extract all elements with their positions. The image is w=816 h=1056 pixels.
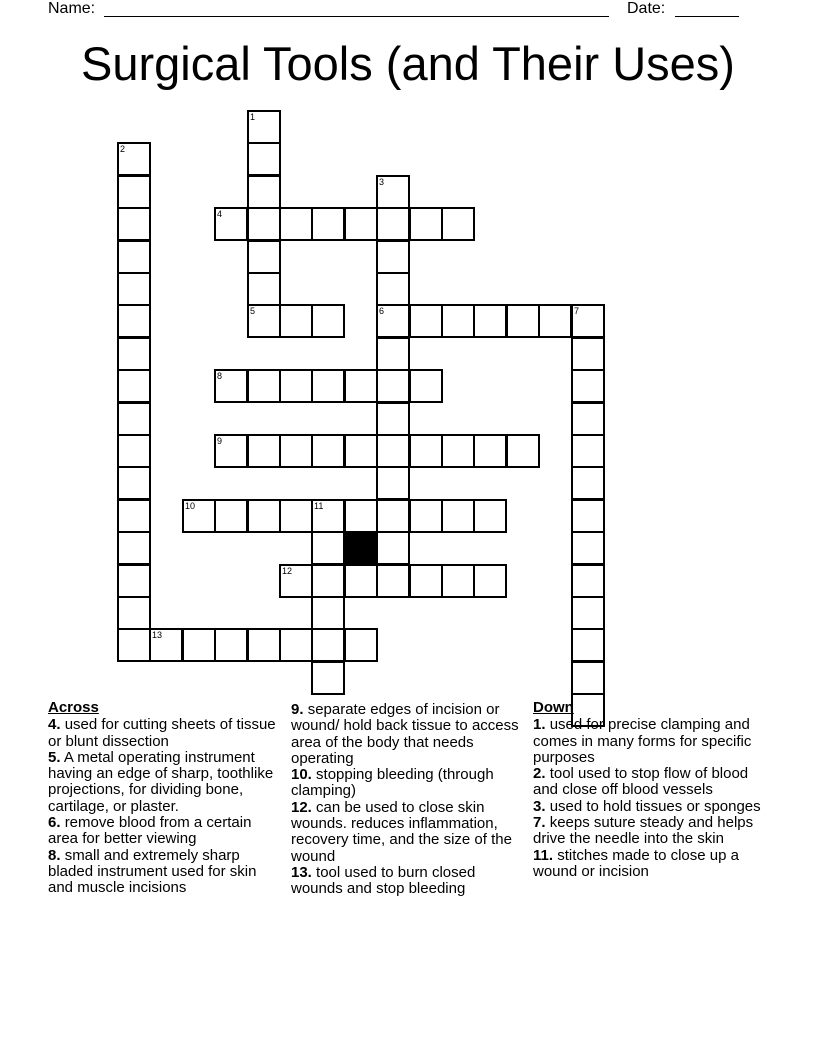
clue-down-3: 3. used to hold tissues or sponges [533,797,761,815]
grid-cell[interactable] [409,369,443,403]
grid-cell[interactable] [247,207,281,241]
grid-cell[interactable] [311,531,345,565]
grid-cell[interactable] [376,564,410,598]
page-title: Surgical Tools (and Their Uses) [81,37,735,90]
grid-cell[interactable] [182,628,216,662]
grid-cell[interactable] [409,304,443,338]
grid-cell[interactable] [279,628,313,662]
clue-down-7: 7. keeps suture steady and helps drive the needle into the skin [533,814,754,848]
name-label: Name: [48,0,96,17]
grid-cell[interactable] [279,207,313,241]
grid-cell[interactable] [279,304,313,338]
grid-cell[interactable] [117,564,151,598]
clue-number-label: 13 [152,630,163,640]
grid-cell[interactable] [409,499,443,533]
grid-cell[interactable] [279,369,313,403]
grid-cell[interactable] [182,499,216,533]
grid-cell[interactable] [214,499,248,533]
grid-cell[interactable] [247,434,281,468]
grid-cell[interactable] [311,499,345,533]
grid-cell[interactable] [376,499,410,533]
clue-number-label: 11 [314,501,324,511]
clue-number-label: 9 [217,436,223,446]
clue-down-2: 2. tool used to stop flow of blood and close off blood vessels [533,765,749,799]
clue-across-12: 12. can be used to close skin wounds. reduces inflammation, recovery time, and the size of the wound [291,798,512,865]
grid-cell[interactable] [376,531,410,565]
clue-number-label: 5 [250,306,256,316]
grid-cell[interactable] [376,434,410,468]
clue-number-label: 1 [250,112,256,122]
grid-cell[interactable] [571,466,605,500]
across-heading: Across [48,699,99,716]
clue-number-label: 8 [217,371,223,381]
grid-cell[interactable] [344,434,378,468]
down-heading: Down [533,699,574,716]
grid-cell[interactable] [311,661,345,695]
clue-across-9: 9. separate edges of incision or wound/ hold back tissue to access area of the body that needs operating [291,701,519,767]
grid-cell[interactable] [344,207,378,241]
grid-cell[interactable] [571,564,605,598]
grid-cell[interactable] [506,434,540,468]
grid-cell[interactable] [571,369,605,403]
grid-cell[interactable] [311,369,345,403]
grid-cell[interactable] [117,142,151,176]
grid-cell[interactable] [279,434,313,468]
grid-cell[interactable] [344,369,378,403]
grid-cell[interactable] [376,304,410,338]
grid-cell[interactable] [247,628,281,662]
grid-cell[interactable] [473,434,507,468]
grid-cell[interactable] [344,499,378,533]
grid-cell[interactable] [571,628,605,662]
grid-cell[interactable] [279,564,313,598]
grid-cell[interactable] [117,531,151,565]
across-clues [48,700,280,897]
grid-cell[interactable] [247,304,281,338]
grid-cell[interactable] [117,369,151,403]
grid-cell[interactable] [117,207,151,241]
grid-cell[interactable] [409,207,443,241]
grid-cell[interactable] [441,564,475,598]
grid-cell[interactable] [247,240,281,274]
grid-cell[interactable] [214,369,248,403]
grid-cell[interactable] [409,434,443,468]
grid-cell[interactable] [441,434,475,468]
clue-across-5: 5. A metal operating instrument having an edge of sharp, toothlike projections, for dividing bone, cartilage, or plaster. [48,748,274,815]
clue-across-13: 13. tool used to burn closed wounds and stop bleeding [291,863,476,898]
grid-cell[interactable] [376,207,410,241]
grid-cell[interactable] [117,240,151,274]
grid-cell[interactable] [473,564,507,598]
grid-cell[interactable] [311,628,345,662]
grid-cell[interactable] [117,402,151,436]
grid-cell[interactable] [311,434,345,468]
grid-cell[interactable] [344,564,378,598]
grid-cell[interactable] [376,175,410,209]
grid-cell[interactable] [247,272,281,306]
clue-number-label: 3 [379,177,385,187]
grid-cell[interactable] [117,596,151,630]
clue-number-label: 7 [574,306,580,316]
grid-cell[interactable] [117,272,151,306]
grid-cell[interactable] [409,564,443,598]
grid-cell[interactable] [473,304,507,338]
grid-cell[interactable] [538,304,572,338]
grid-cell[interactable] [506,304,540,338]
grid-cell[interactable] [247,499,281,533]
grid-cell[interactable] [571,304,605,338]
clue-number-label: 6 [379,306,385,316]
grid-cell[interactable] [247,175,281,209]
grid-cell[interactable] [214,628,248,662]
grid-block [344,531,378,565]
grid-cell[interactable] [571,434,605,468]
grid-cell[interactable] [311,596,345,630]
grid-cell[interactable] [214,434,248,468]
grid-cell[interactable] [376,240,410,274]
grid-cell[interactable] [311,304,345,338]
grid-cell[interactable] [247,110,281,144]
clue-number-label: 2 [120,144,126,154]
grid-cell[interactable] [441,304,475,338]
clue-across-4: 4. used for cutting sheets of tissue or blunt dissection [48,716,276,750]
clue-across-10: 10. stopping bleeding (through clamping) [291,766,494,800]
grid-cell[interactable] [376,272,410,306]
grid-cell[interactable] [117,434,151,468]
clue-across-6: 6. remove blood from a certain area for better viewing [48,814,252,848]
grid-cell[interactable] [149,628,183,662]
grid-cell[interactable] [247,369,281,403]
clue-down-1: 1. used for precise clamping and comes in many forms for specific purposes [533,716,752,766]
grid-cell[interactable] [344,628,378,662]
grid-cell[interactable] [247,142,281,176]
down-clues [533,700,765,880]
grid-cell[interactable] [311,564,345,598]
grid-cell[interactable] [571,596,605,630]
grid-cell[interactable] [117,466,151,500]
grid-cell[interactable] [279,499,313,533]
grid-cell[interactable] [311,207,345,241]
grid-cell[interactable] [117,304,151,338]
date-label: Date: [627,0,666,17]
clue-down-11: 11. stitches made to close up a wound or incision [533,846,739,880]
grid-cell[interactable] [117,499,151,533]
grid-cell[interactable] [571,661,605,695]
grid-cell[interactable] [571,531,605,565]
grid-cell[interactable] [441,499,475,533]
grid-cell[interactable] [441,207,475,241]
grid-cell[interactable] [376,402,410,436]
clue-number-label: 12 [282,566,293,576]
grid-cell[interactable] [117,337,151,371]
clue-across-8: 8. small and extremely sharp bladed instrument used for skin and muscle incisions [48,846,257,897]
across-clues-continued [291,702,523,898]
grid-cell[interactable] [376,369,410,403]
grid-cell[interactable] [117,175,151,209]
clue-number-label: 10 [185,501,196,511]
grid-cell[interactable] [571,337,605,371]
grid-cell[interactable] [376,337,410,371]
grid-cell[interactable] [214,207,248,241]
grid-cell[interactable] [571,402,605,436]
grid-cell[interactable] [571,499,605,533]
clue-number-label: 4 [217,209,223,219]
grid-cell[interactable] [376,466,410,500]
grid-cell[interactable] [473,499,507,533]
grid-cell[interactable] [117,628,151,662]
